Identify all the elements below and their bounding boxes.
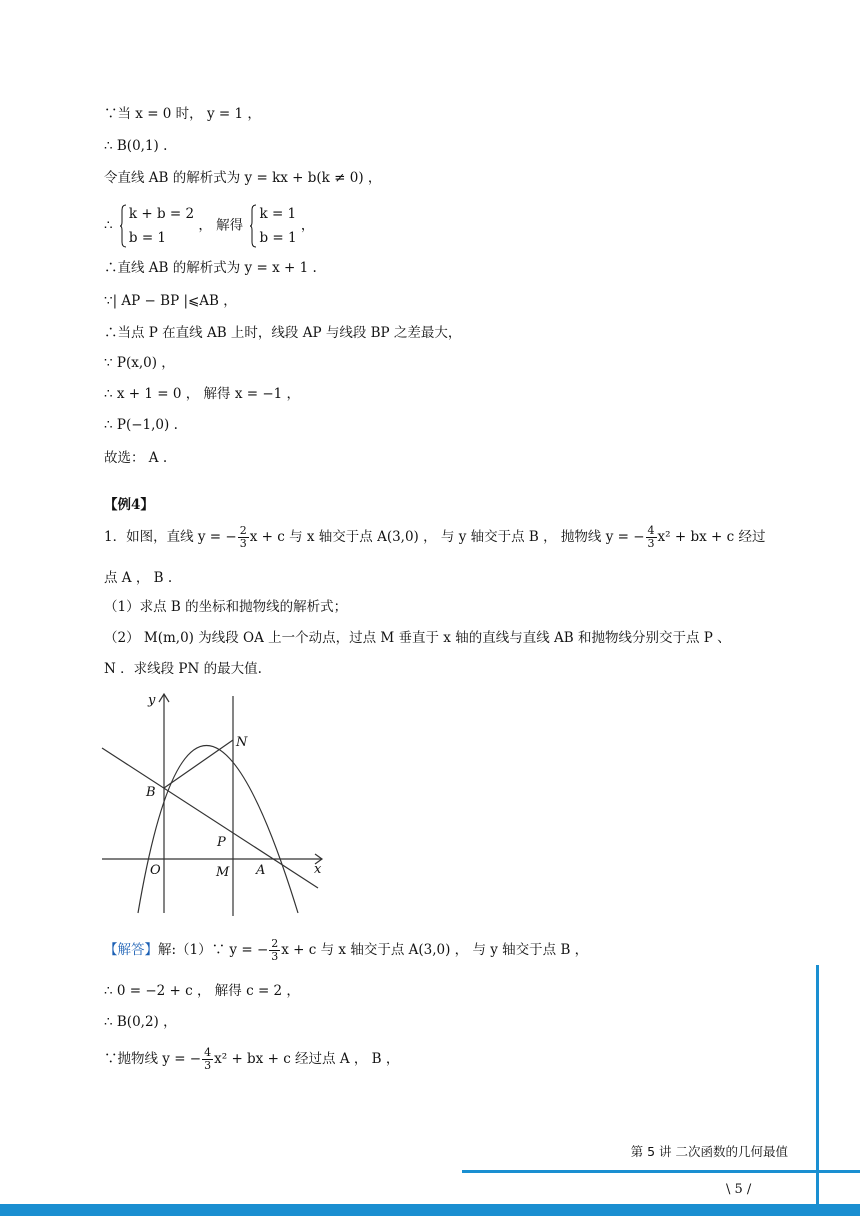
fraction-4-3 xyxy=(646,525,657,550)
label-y: y xyxy=(148,693,156,708)
solution-line-7: ∴当点 P 在直线 AB 上时，线段 AP 与线段 BP 之差最大， xyxy=(104,325,462,341)
label-a: A xyxy=(256,863,266,878)
therefore-symbol: ∴ xyxy=(104,217,113,234)
question-part-1: （1）求点 B 的坐标和抛物线的解析式； xyxy=(104,599,348,615)
solve-text: ， 解得 xyxy=(198,217,244,234)
page-number: \ 5 / xyxy=(726,1182,752,1197)
fraction-2-3 xyxy=(238,525,249,550)
question-line-1 xyxy=(104,522,765,552)
comma: ， xyxy=(300,217,315,234)
fraction-4-3 xyxy=(202,1047,213,1072)
label-b: B xyxy=(146,785,156,800)
answer-line-3: ∴ B(0,2) ， xyxy=(104,1014,177,1030)
fraction-2-3 xyxy=(269,938,280,963)
answer-text-b: x + c 与 x 轴交于点 A(3,0) ， 与 y 轴交于点 B ， xyxy=(281,942,589,958)
question-part-2-cont: N ．求线段 PN 的最大值. xyxy=(104,661,262,677)
answer-line-1 xyxy=(104,935,588,965)
label-n: N xyxy=(236,735,248,750)
question-text-a: 1．如图，直线 y = − xyxy=(104,529,237,545)
system2-row1: k = 1 xyxy=(259,206,297,222)
left-brace-icon xyxy=(249,204,257,248)
question-text-b: x + c 与 x 轴交于点 A(3,0) ， 与 y 轴交于点 B ， 抛物线 y = − xyxy=(249,529,645,545)
denominator: 3 xyxy=(271,950,279,963)
left-brace-icon xyxy=(119,204,127,248)
solution-line-6: ∵| AP − BP |⩽AB ， xyxy=(104,293,237,309)
answer-text-a: 解:（1）∵ y = − xyxy=(158,942,269,958)
line-ab xyxy=(102,748,318,888)
answer-text-a: ∵抛物线 y = − xyxy=(104,1051,202,1067)
system2-row2: b = 1 xyxy=(259,230,297,246)
bottom-bar xyxy=(0,1204,860,1216)
footer-rule xyxy=(462,1170,860,1173)
denominator: 3 xyxy=(647,537,655,550)
answer-line-2: ∴ 0 = −2 + c ， 解得 c = 2 ， xyxy=(104,983,300,999)
example-heading: 【例4】 xyxy=(104,497,154,513)
question-line-2: 点 A ， B . xyxy=(104,570,173,586)
solution-line-9: ∴ x + 1 = 0 ， 解得 x = −1 ， xyxy=(104,386,301,402)
chapter-title: 第 5 讲 二次函数的几何最值 xyxy=(630,1144,788,1159)
label-x: x xyxy=(314,862,322,877)
answer-tag: 【解答】 xyxy=(104,942,158,958)
solution-line-4 xyxy=(104,202,314,250)
solution-line-8: ∵ P(x,0) ， xyxy=(104,355,175,371)
parabola xyxy=(138,746,298,914)
answer-text-b: x² + bx + c 经过点 A ， B ， xyxy=(214,1051,400,1067)
equation-system-2 xyxy=(247,202,296,250)
answer-line-4 xyxy=(104,1044,399,1074)
denominator: 3 xyxy=(239,537,247,550)
equation-system-1 xyxy=(117,202,194,250)
geometry-figure xyxy=(100,688,340,918)
solution-line-10: ∴ P(−1,0) . xyxy=(104,417,178,433)
solution-line-2: ∴ B(0,1) . xyxy=(104,138,168,154)
numerator: 2 xyxy=(271,937,279,950)
denominator: 3 xyxy=(204,1059,212,1072)
numerator: 4 xyxy=(647,524,655,537)
question-part-2: （2） M(m,0) 为线段 OA 上一个动点，过点 M 垂直于 x 轴的直线与直线 AB 和抛物线分别交于点 P 、 xyxy=(104,630,731,646)
question-text-c: x² + bx + c 经过 xyxy=(657,529,766,545)
system1-row2: b = 1 xyxy=(128,230,167,246)
side-rule xyxy=(816,965,819,1205)
numerator: 2 xyxy=(239,524,247,537)
solution-line-3: 令直线 AB 的解析式为 y = kx + b(k ≠ 0) ， xyxy=(104,170,382,186)
solution-line-5: ∴直线 AB 的解析式为 y = x + 1 . xyxy=(104,260,317,276)
label-o: O xyxy=(150,863,161,878)
system1-row1: k + b = 2 xyxy=(128,206,195,222)
label-m: M xyxy=(216,865,230,880)
solution-line-11: 故选： A . xyxy=(104,450,168,466)
label-p: P xyxy=(217,835,226,850)
solution-line-1: ∵当 x = 0 时， y = 1 ， xyxy=(104,106,261,122)
numerator: 4 xyxy=(204,1046,212,1059)
